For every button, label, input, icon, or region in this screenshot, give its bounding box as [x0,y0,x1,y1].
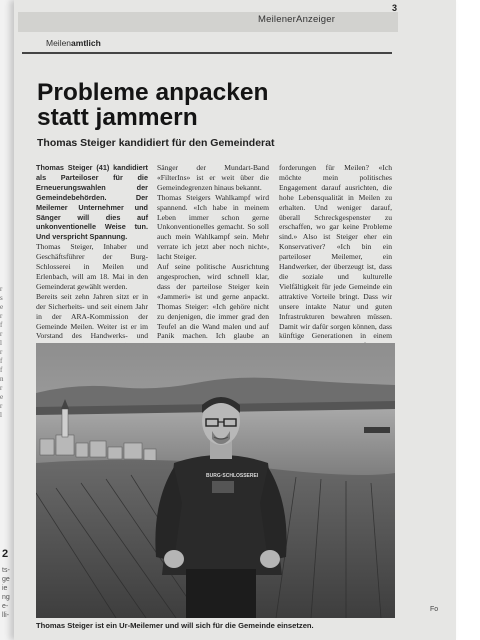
adjacent-page-char: f [0,366,3,374]
adjacent-page-fragment: ie [2,585,8,592]
body-paragraph: Bereits seit zehn Jahren sitzt er in der Sicherheits- und seit einem Jahr in der ARA-Kommission der Gemeinde Meilen. Weiter ist er im Vorstand des Handwerks- und [36,291,148,341]
body-paragraph: Thomas Steigers Wahlkampf wird spannend. «Ich habe in meinem Leben immer schon gerne Unkonventionelles gemacht. So soll auch mein Wahlkampf sein. Mehr verrate ich jetzt aber noch nicht», lacht Steiger. [157,192,269,262]
body-paragraph: Thomas Steiger, Inhaber und Geschäftsführer der Burg-Schlosserei in Meilen und Erlenbach, will am 18. Mai in den Gemeinderat gewählt werden. [36,242,148,291]
adjacent-page-fragment: e- [2,603,9,610]
section-bold: amtlich [71,38,101,48]
adjacent-page-text-bottom [2,566,10,620]
photo-caption: Thomas Steiger ist ein Ur-Meilemer und will sich für die Gemeinde einsetzen. [36,621,314,630]
photo-credit: Fo [430,606,439,613]
adjacent-page-char: e [0,303,4,311]
adjacent-page-char: n [0,375,4,383]
section-label [46,38,101,48]
boat [364,427,390,433]
section-prefix: Meilen [46,38,72,48]
adjacent-page-fragment: ge [2,576,10,583]
adjacent-page-char: e [0,393,4,401]
adjacent-page-fragment: ts- [2,567,10,574]
page-number: 3 [392,3,398,13]
adjacent-page-char: s [0,294,3,302]
headline [37,80,397,130]
body-paragraph: Auf seine politische Ausrichtung angesprochen, wird schnell klar, dass der parteilose Steiger kein «Jammeri» ist und gerne anpackt. Thomas Steiger: «Ich gehöre nicht zu denjenigen, die immer grad den Teufel an die Wand malen und auf Panik machen. Ich glaube an [157,262,269,341]
adjacent-page-char: r [0,330,3,338]
section-rule [22,52,392,54]
shirt-logo: BURG·SCHLOSSEREI [206,473,259,479]
article-photo [36,343,395,618]
photo-scene [36,343,395,618]
adjacent-page-char: r [0,285,3,293]
adjacent-page-char: l [0,339,2,347]
subheadline: Thomas Steiger kandidiert für den Gemeinderat [37,137,275,149]
body-paragraph: Sänger der Mundart-Band «FilterIns» ist er weit über die Gemeindegrenzen hinaus bekannt. [157,163,269,192]
adjacent-page-number: 2 [2,548,9,560]
adjacent-page-fragment: lli- [2,612,9,619]
adjacent-page-char: r [0,384,3,392]
adjacent-page-char: f [0,357,3,365]
masthead-bar [18,12,398,32]
adjacent-page-char: r [0,402,3,410]
masthead-title: MeilenerAnzeiger [258,14,336,25]
adjacent-page-char: f [0,321,3,329]
body-paragraph: forderungen für Meilen? «Ich möchte mein politisches Engagement darauf ausrichten, die hohe Lebensqualität in Meilen zu erhalten. Und weniger darauf, überall Schreckgespenster zu erschaffen, wo gar keine Probleme sind.» Also ist Steiger eher ein Konservativer? «Ich bin ein parteiloser Meilemer, ein Handwerker, der überzeugt ist, dass die soziale und kulturelle Vielfältigkeit für jede Gemeinde ein attraktive Vorteile bringt. Dass wir unsere intakte Natur und guten Infrastrukturen bewahren müssen. Damit wir dafür sorgen können, dass künftige Generationen in einem [279,163,392,341]
adjacent-page-char: r [0,312,3,320]
lead-paragraph: Thomas Steiger (41) kandidiert als Parteiloser für die Erneuerungswahlen der Gemeindebehörden. Der Meilemer Unternehmer und Sänger will dies auf unkonventionelle Weise tun. Und verspricht Spannung. [36,163,148,242]
adjacent-page-char: l [0,411,2,419]
adjacent-page-fragment: ng [2,594,10,601]
adjacent-page-char: r [0,348,3,356]
headline-line-1: Probleme anpacken [37,79,269,106]
headline-line-2: statt jammern [37,104,198,131]
